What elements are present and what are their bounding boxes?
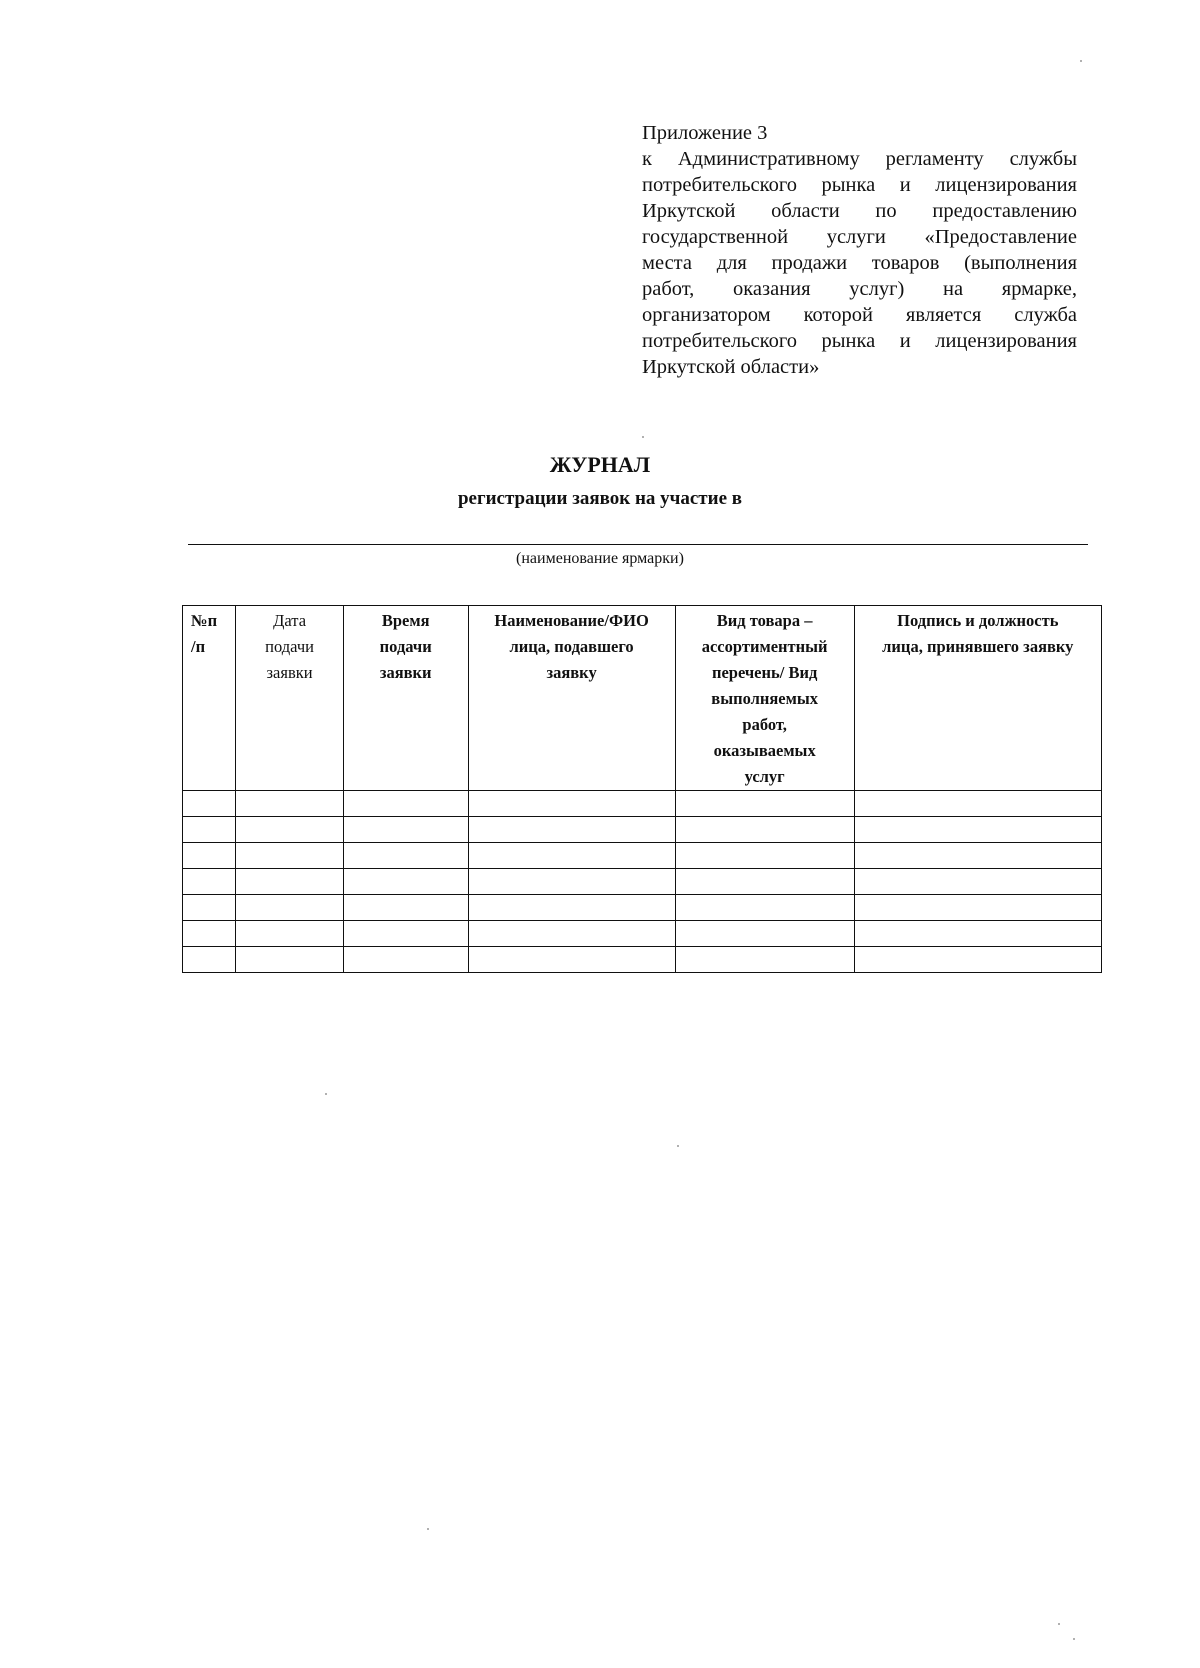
scan-speck — [677, 1145, 679, 1147]
table-cell — [236, 921, 344, 947]
table-cell — [468, 817, 675, 843]
table-cell — [236, 791, 344, 817]
table-row — [183, 895, 1102, 921]
table-cell — [183, 817, 236, 843]
appendix-title: Приложение 3 — [642, 122, 768, 144]
table-cell — [468, 947, 675, 973]
table-cell — [183, 791, 236, 817]
table-row — [183, 921, 1102, 947]
scan-speck — [1073, 1638, 1075, 1640]
table-cell — [854, 895, 1101, 921]
table-row — [183, 791, 1102, 817]
journal-title: ЖУРНАЛ — [549, 452, 651, 477]
scan-speck — [325, 1093, 327, 1095]
scan-speck — [1058, 1623, 1060, 1625]
table-cell — [236, 817, 344, 843]
table-cell — [854, 921, 1101, 947]
appendix-line: организатором которой является служба — [642, 304, 1077, 326]
table-cell — [343, 921, 468, 947]
appendix-line: Иркутской области» — [642, 356, 820, 378]
table-cell — [236, 947, 344, 973]
table-cell — [343, 869, 468, 895]
header-date: Дата подачи заявки — [236, 606, 344, 791]
table-cell — [854, 791, 1101, 817]
table-cell — [675, 791, 854, 817]
appendix-line: к Административному регламенту службы — [642, 148, 1077, 170]
table-cell — [183, 843, 236, 869]
table-cell — [183, 947, 236, 973]
header-time: Время подачи заявки — [343, 606, 468, 791]
table-cell — [854, 843, 1101, 869]
appendix-line: работ, оказания услуг) на ярмарке, — [642, 278, 1077, 300]
table-cell — [854, 869, 1101, 895]
table-cell — [343, 791, 468, 817]
header-applicant: Наименование/ФИО лица, подавшего заявку — [468, 606, 675, 791]
registration-table — [182, 605, 1102, 973]
appendix-line: потребительского рынка и лицензирования — [642, 174, 1077, 196]
appendix-line: потребительского рынка и лицензирования — [642, 330, 1077, 352]
appendix-line: государственной услуги «Предоставление — [642, 226, 1077, 248]
table-cell — [236, 895, 344, 921]
table-cell — [343, 817, 468, 843]
table-cell — [236, 843, 344, 869]
table-body — [183, 791, 1102, 973]
journal-subtitle: регистрации заявок на участие в — [457, 488, 743, 509]
fair-name-caption: (наименование ярмарки) — [516, 550, 684, 567]
table-header-row — [183, 606, 1102, 791]
table-cell — [343, 843, 468, 869]
table-cell — [468, 921, 675, 947]
table-cell — [183, 921, 236, 947]
table-cell — [343, 895, 468, 921]
table-cell — [468, 895, 675, 921]
table-cell — [675, 895, 854, 921]
table-cell — [675, 843, 854, 869]
table-cell — [468, 843, 675, 869]
appendix-line: места для продажи товаров (выполнения — [642, 252, 1077, 274]
table-cell — [468, 791, 675, 817]
table-row — [183, 869, 1102, 895]
table-row — [183, 947, 1102, 973]
table-cell — [343, 947, 468, 973]
scan-speck — [427, 1528, 429, 1530]
table-cell — [183, 869, 236, 895]
scan-speck — [642, 436, 644, 438]
table-row — [183, 817, 1102, 843]
table-cell — [468, 869, 675, 895]
fair-name-blank-line — [188, 544, 1088, 545]
appendix-block — [642, 120, 1077, 380]
table-cell — [854, 817, 1101, 843]
scan-speck — [1080, 60, 1082, 62]
table-row — [183, 843, 1102, 869]
table-cell — [675, 921, 854, 947]
table-cell — [675, 947, 854, 973]
appendix-line: Иркутской области по предоставлению — [642, 200, 1077, 222]
table-cell — [183, 895, 236, 921]
table-cell — [236, 869, 344, 895]
header-goods-type: Вид товара – ассортиментный перечень/ Вид выполняемых работ, оказываемых услуг — [675, 606, 854, 791]
header-number: №п /п — [183, 606, 236, 791]
table-cell — [675, 869, 854, 895]
table-cell — [854, 947, 1101, 973]
header-signature: Подпись и должность лица, принявшего заявку — [854, 606, 1101, 791]
table-cell — [675, 817, 854, 843]
